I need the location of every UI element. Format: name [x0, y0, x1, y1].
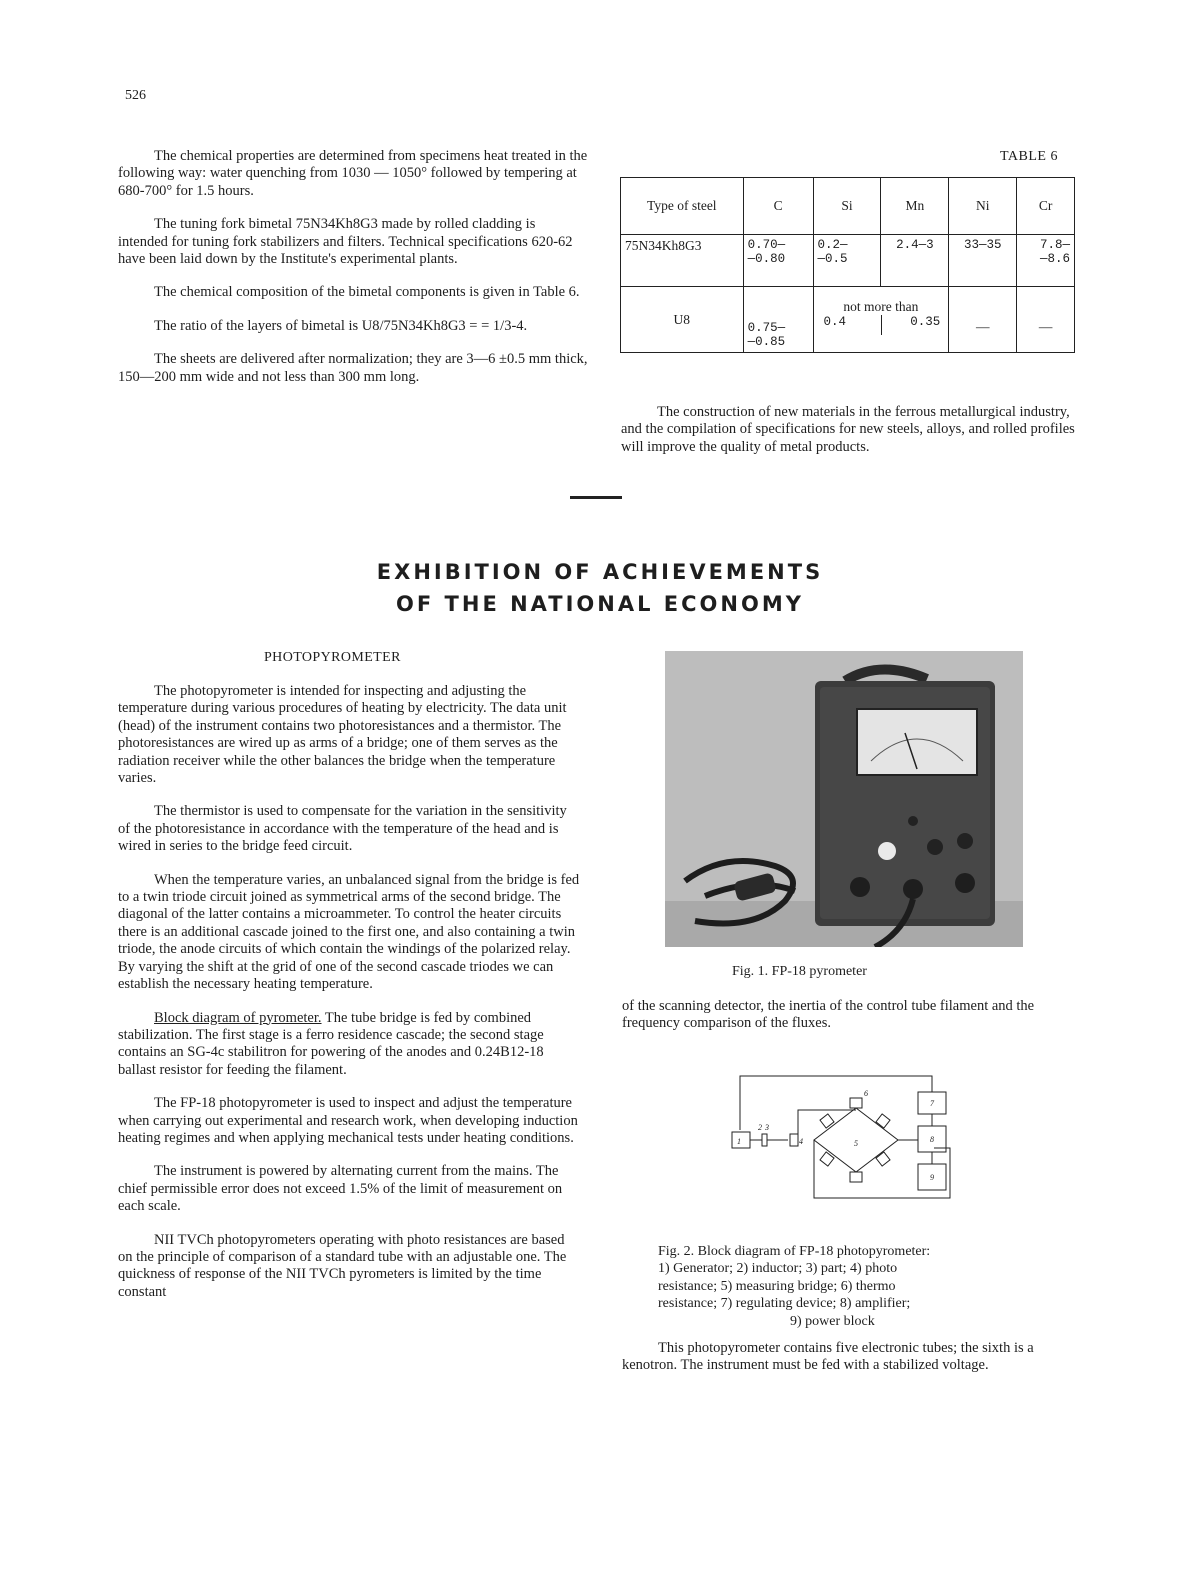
paragraph-photopyrometer-intro: The photopyrometer is intended for inspecting and adjusting the temperature during various procedures of heating by electricity. The data unit (head) of the instrument contains two photoresistances and a thermistor. The photoresistances are wired up as arms of a bridge; one of them serves as the radiation receiver while the other balances the bridge when the temperature varies. [118, 683, 567, 787]
label-7: 7 [930, 1099, 934, 1108]
label-2: 2 [758, 1123, 762, 1132]
fig1-caption: Fig. 1. FP-18 pyrometer [732, 964, 867, 979]
fig2-caption [658, 1243, 1048, 1330]
label-1: 1 [737, 1137, 741, 1146]
cell-cr: 7.8— —8.6 [1017, 235, 1075, 287]
paragraph-new-materials: The construction of new materials in the ferrous metallurgical industry, and the compilation of specifications for new steels, alloys, and rolled profiles will improve the quality of metal products. [621, 404, 1075, 455]
cell-c: 0.75— —0.85 [743, 287, 813, 353]
section-divider [570, 496, 622, 499]
cell-c: 0.70— —0.80 [743, 235, 813, 287]
paragraph-unbalanced-signal: When the temperature varies, an unbalanced signal from the bridge is fed to a twin triode circuit joined as symmetrical arms of the second bridge. The diagonal of the latter contains a microammeter. To control the heater circuits there is an additional cascade joined to the first one, and also containing a twin triode, the anode circuits of which contain the windings of the polarized relay. By varying the shift at the grid of one of the second cascade triodes we can establish the necessary heating temperature. [118, 871, 580, 993]
label-5: 5 [854, 1139, 858, 1148]
cell-si: 0.2— —0.5 [813, 235, 881, 287]
paragraph-layer-ratio: The ratio of the layers of bimetal is U8/75N34Kh8G3 = = 1/3-4. [154, 317, 528, 334]
cell-ni: — [949, 287, 1017, 353]
paragraph-scanning-detector: of the scanning detector, the inertia of the control tube filament and the frequency comparison of the fluxes. [622, 998, 1035, 1032]
cell-cr: — [1017, 287, 1075, 353]
header-si: Si [813, 178, 881, 235]
paragraph-thermistor: The thermistor is used to compensate for the variation in the sensitivity of the photoresistance in accordance with the temperature of the head and is wired in series to the bridge feed circuit. [118, 803, 567, 855]
header-type-of-steel: Type of steel [621, 178, 744, 235]
section-title: PHOTOPYROMETER [264, 650, 401, 665]
label-4: 4 [799, 1137, 803, 1146]
headline-line-2: OF THE NATIONAL ECONOMY [396, 592, 804, 616]
paragraph-tuning-fork-bimetal: The tuning fork bimetal 75N34Kh8G3 made by rolled cladding is intended for tuning fork stabilizers and filters. Technical specifications 620-62 have been laid down by the Institute's experimental plants. [118, 216, 573, 268]
table-caption: TABLE 6 [1000, 149, 1058, 164]
steel-composition-table [620, 177, 1075, 353]
cell-type: U8 [621, 287, 744, 353]
cell-si-mn [813, 287, 949, 353]
paragraph-nii-tvch: NII TVCh photopyrometers operating with photo resistances are based on the principle of comparison of a standard tube with an adjustable one. The quickness of response of the NII TVCh pyrometers is limited by the time constant [118, 1231, 567, 1300]
paragraph-fp18-usage: The FP-18 photopyrometer is used to inspect and adjust the temperature when carrying out experimental and research work, when developing induction heating regimes and when applying mechanical tests under heating conditions. [118, 1095, 578, 1146]
paragraph-sheet-delivery: The sheets are delivered after normalization; they are 3—6 ±0.5 mm thick, 150—200 mm wide and not less than 300 mm long. [118, 351, 588, 385]
table-row [621, 287, 1075, 353]
right-top-column [621, 404, 1081, 456]
block-diagram-figure [728, 1068, 958, 1204]
left-top-column [118, 148, 588, 402]
header-mn: Mn [881, 178, 949, 235]
article-headline [0, 556, 1200, 620]
cell-mn: 2.4—3 [881, 235, 949, 287]
pyrometer-illustration [665, 651, 1023, 947]
label-8: 8 [930, 1135, 934, 1144]
fig2-caption-line: 1) Generator; 2) inductor; 3) part; 4) photo [658, 1261, 898, 1277]
label-6: 6 [864, 1089, 868, 1098]
header-cr: Cr [1017, 178, 1075, 235]
header-c: C [743, 178, 813, 235]
fp18-pyrometer-photo [665, 651, 1023, 947]
table-row [621, 235, 1075, 287]
paragraph-chemical-composition: The chemical composition of the bimetal components is given in Table 6. [154, 284, 580, 301]
table-header-row [621, 178, 1075, 235]
cell-type: 75N34Kh8G3 [621, 235, 744, 287]
cell-mn-value: 0.35 [881, 315, 948, 335]
fig2-caption-line: 9) power block [790, 1313, 875, 1329]
not-more-than-note: not more than [843, 299, 919, 314]
headline-line-1: EXHIBITION OF ACHIEVEMENTS [376, 560, 824, 584]
right-bottom-column [622, 1340, 1082, 1375]
left-body-column [118, 683, 582, 1317]
label-3: 3 [765, 1123, 769, 1132]
block-diagram-text: The tube bridge is fed by combined stabilization. The first stage is a ferro residence cascade; the second stage contains an SG-4c stabilitron for powering of the anodes and 0.24B12-18 ballast resistor for feeding the filament. [118, 1009, 544, 1078]
paragraph-power-supply: The instrument is powered by alternating current from the mains. The chief permissible error does not exceed 1.5% of the limit of measurement on each scale. [118, 1163, 563, 1215]
block-diagram-lead: Block diagram of pyrometer. [154, 1009, 322, 1026]
fig2-caption-line: resistance; 5) measuring bridge; 6) thermo [658, 1278, 896, 1294]
cell-ni: 33—35 [949, 235, 1017, 287]
paragraph-heat-treatment: The chemical properties are determined from specimens heat treated in the following way: water quenching from 1030 — 1050° followed by tempering at 680-700° for 1.5 hours. [118, 148, 588, 199]
paragraph-block-diagram [118, 1010, 582, 1080]
fig2-caption-line: resistance; 7) regulating device; 8) amplifier; [658, 1296, 911, 1312]
paragraph-electronic-tubes: This photopyrometer contains five electronic tubes; the sixth is a kenotron. The instrument must be fed with a stabilized voltage. [622, 1340, 1034, 1374]
label-9: 9 [930, 1173, 934, 1182]
right-mid-column [622, 998, 1082, 1033]
page-number: 526 [125, 88, 146, 103]
fig2-caption-line: Fig. 2. Block diagram of FP-18 photopyrometer: [658, 1244, 931, 1259]
cell-si-value: 0.4 [823, 315, 847, 329]
block-diagram [728, 1068, 958, 1204]
header-ni: Ni [949, 178, 1017, 235]
